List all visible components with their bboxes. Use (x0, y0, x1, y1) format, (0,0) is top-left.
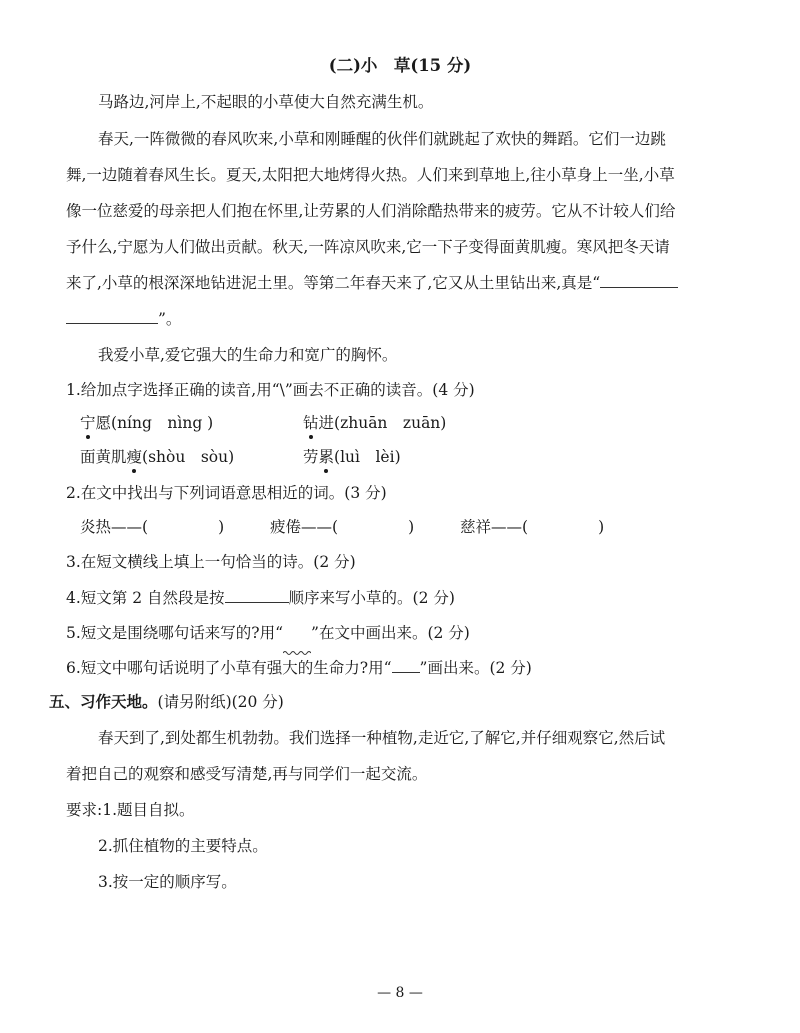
dotted-char: 瘦 (127, 445, 143, 467)
section-5-title: 五、习作天地。 (49, 692, 158, 711)
close-paren: ) (408, 518, 415, 536)
pinyin-item-laolei[interactable] (303, 445, 401, 467)
paragraph-2-line-6 (66, 307, 181, 329)
word-prefix: 劳 (303, 448, 319, 466)
writing-prompt-line-2: 着把自己的观察和感受写清楚,再与同学们一起交流。 (66, 765, 428, 783)
question-1: 1.给加点字选择正确的读音,用“\”画去不正确的读音。(4 分) (66, 381, 475, 399)
paragraph-1: 马路边,河岸上,不起眼的小草使大自然充满生机。 (98, 93, 434, 111)
question-2: 2.在文中找出与下列词语意思相近的词。(3 分) (66, 484, 387, 502)
section-5-note: (请另附纸)(20 分) (157, 693, 284, 711)
question-4 (66, 586, 455, 608)
close-paren: ) (218, 518, 225, 536)
question-4-text-a: 4.短文第 2 自然段是按 (66, 589, 225, 607)
question-5-text-a: 5.短文是围绕哪句话来写的?用“ (66, 624, 284, 642)
dotted-char: 钻 (303, 411, 319, 433)
synonym-word: 慈祥——( (460, 518, 529, 536)
requirement-3: 3.按一定的顺序写。 (98, 873, 237, 891)
paragraph-2-line-3: 像一位慈爱的母亲把人们抱在怀里,让劳累的人们消除酷热带来的疲劳。它从不计较人们给 (66, 202, 676, 220)
pinyin-item-ningyuan[interactable] (80, 411, 213, 433)
question-6-text-b: ”画出来。(2 分) (419, 659, 532, 677)
synonym-item-pijuan[interactable] (270, 515, 414, 537)
synonym-item-cixiang[interactable] (460, 515, 604, 537)
pinyin-options: 愿(níng nìng ) (95, 414, 214, 432)
dotted-char: 宁 (80, 411, 96, 433)
close-paren: ) (598, 518, 605, 536)
synonym-word: 炎热——( (80, 518, 149, 536)
order-blank[interactable] (225, 588, 289, 603)
word-prefix: 面黄肌 (80, 448, 127, 466)
section-5-heading (49, 690, 284, 712)
question-4-text-b: 顺序来写小草的。(2 分) (288, 589, 455, 607)
pinyin-options: 进(zhuān zuān) (318, 414, 447, 432)
requirement-2: 2.抓住植物的主要特点。 (98, 837, 268, 855)
paragraph-2-line-1: 春天,一阵微微的春风吹来,小草和刚睡醒的伙伴们就跳起了欢快的舞蹈。它们一边跳 (98, 130, 666, 148)
paragraph-2-line-5 (66, 271, 678, 293)
dotted-char: 累 (319, 445, 335, 467)
pinyin-options: (shòu sòu) (142, 448, 235, 466)
page-number: — 8 — (377, 985, 423, 1001)
writing-prompt-line-1: 春天到了,到处都生机勃勃。我们选择一种植物,走近它,了解它,并仔细观察它,然后试 (98, 729, 666, 747)
poem-blank-part-2[interactable] (66, 309, 158, 324)
pinyin-options: (luì lèi) (334, 448, 401, 466)
paragraph-2-line-4: 予什么,宁愿为人们做出贡献。秋天,一阵凉风吹来,它一下子变得面黄肌瘦。寒风把冬天请 (66, 238, 670, 256)
section-title: (二)小 草(15 分) (328, 56, 472, 75)
question-6-text-a: 6.短文中哪句话说明了小草有强大的生命力?用“ (66, 659, 392, 677)
poem-blank-part-1[interactable] (600, 273, 678, 288)
question-5 (66, 621, 470, 643)
paragraph-2-end: ”。 (158, 310, 182, 328)
question-3: 3.在短文横线上填上一句恰当的诗。(2 分) (66, 553, 356, 571)
question-6 (66, 656, 532, 678)
synonym-word: 疲倦——( (270, 518, 339, 536)
paragraph-2-line-2: 舞,一边随着春风生长。夏天,太阳把大地烤得火热。人们来到草地上,往小草身上一坐,小草 (66, 166, 675, 184)
pinyin-item-mianhuangjishou[interactable] (80, 445, 234, 467)
question-5-text-b: ”在文中画出来。(2 分) (311, 624, 470, 642)
paragraph-2-line-5-text: 来了,小草的根深深地钻进泥土里。等第二年春天来了,它又从土里钻出来,真是“ (66, 274, 601, 292)
straight-underline-mark (392, 660, 420, 673)
paragraph-3: 我爱小草,爱它强大的生命力和宽广的胸怀。 (98, 346, 398, 364)
synonym-item-yanre[interactable] (80, 515, 224, 537)
requirement-1: 要求:1.题目自拟。 (66, 801, 195, 819)
pinyin-item-zuanjin[interactable] (303, 411, 446, 433)
